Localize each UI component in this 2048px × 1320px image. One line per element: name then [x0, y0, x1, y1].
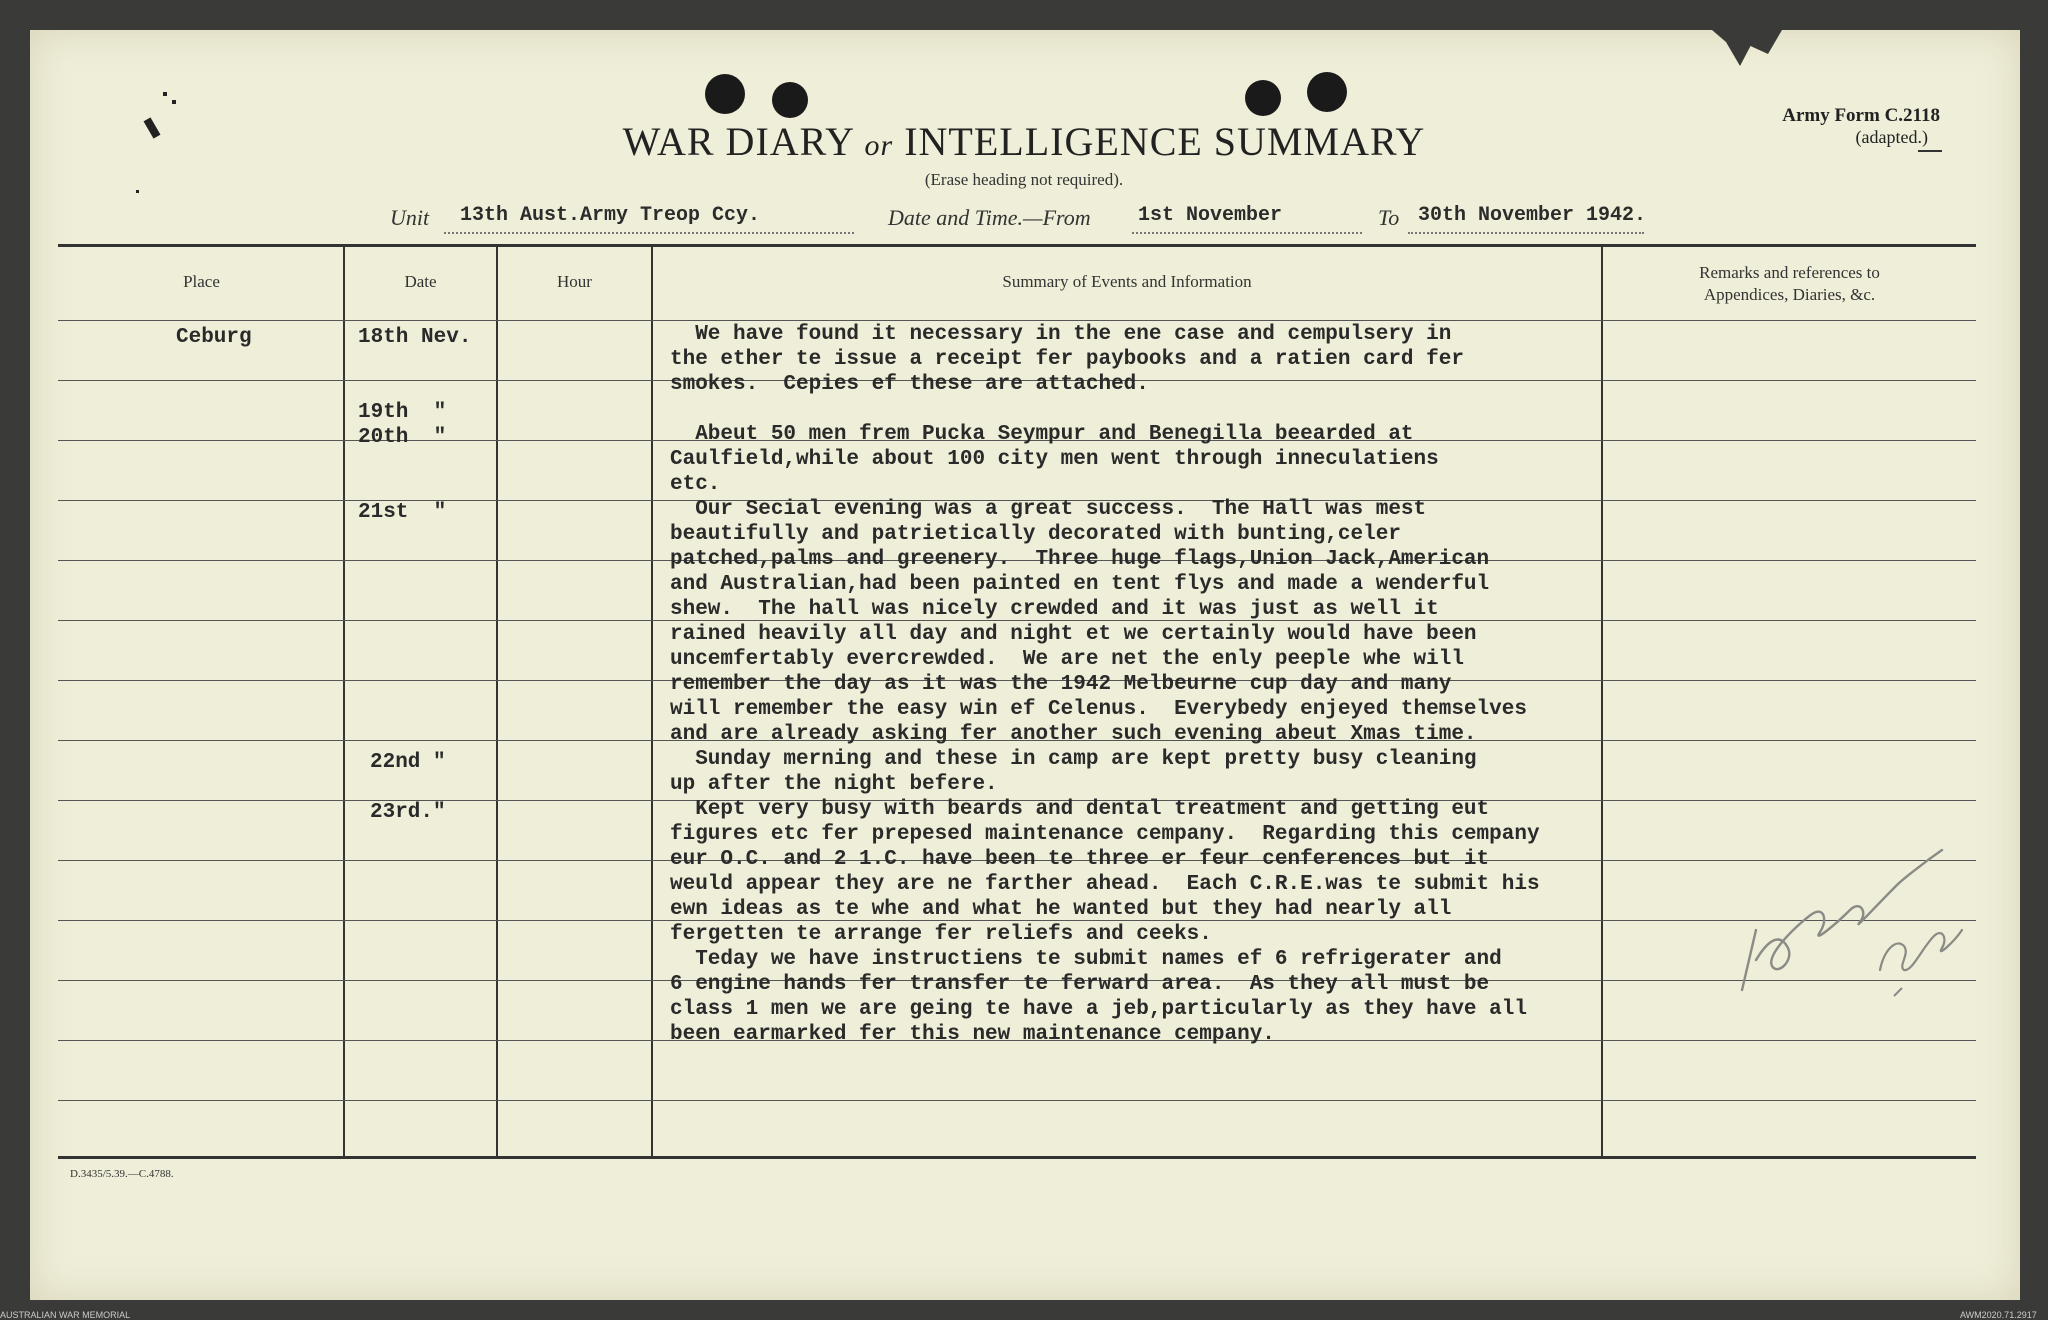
to-date-value: 30th November 1942. [1418, 204, 1647, 227]
table-bottom-border [58, 1156, 1976, 1159]
date-entry: 20th " [358, 426, 447, 449]
title-or: or [864, 129, 894, 162]
punch-hole [1307, 72, 1347, 112]
to-dotted-line [1408, 232, 1644, 234]
to-label: To [1378, 205, 1400, 230]
column-header-hour: Hour [557, 272, 592, 291]
army-form-adapted: (adapted.) [1855, 127, 1928, 147]
row-line [58, 320, 1976, 321]
punch-hole [705, 74, 745, 114]
from-date-value: 1st November [1138, 204, 1283, 227]
column-divider [343, 246, 345, 1158]
ink-mark [163, 92, 167, 96]
date-entry: 22nd " [370, 751, 446, 774]
date-entry: 21st " [358, 501, 447, 524]
archive-credit: AUSTRALIAN WAR MEMORIAL [0, 1310, 131, 1320]
place-value: Ceburg [176, 326, 252, 349]
row-line [58, 1100, 1976, 1101]
title-intelligence-summary: INTELLIGENCE SUMMARY [904, 119, 1426, 164]
form-print-code: D.3435/5.39.—C.4788. [70, 1168, 174, 1180]
table-top-border [58, 244, 1976, 247]
punch-hole [772, 82, 808, 118]
column-header-date: Date [404, 272, 437, 291]
column-header-place: Place [183, 272, 220, 291]
handwritten-signature-icon [1728, 820, 1988, 1020]
army-form-number: Army Form C.2118 [1782, 105, 1940, 126]
column-divider [1601, 246, 1603, 1158]
column-header-remarks [1603, 262, 1976, 306]
dash-mark [1918, 150, 1942, 152]
remarks-header-line-2: Appendices, Diaries, &c. [1703, 285, 1876, 304]
date-entry: 18th Nev. [358, 326, 472, 349]
ink-mark [172, 100, 176, 104]
column-divider [651, 246, 653, 1158]
ink-mark [136, 190, 139, 193]
unit-dotted-line [444, 232, 854, 234]
date-entry: 23rd." [370, 801, 446, 824]
title-war-diary: WAR DIARY [622, 119, 854, 164]
column-divider [496, 246, 498, 1158]
date-time-label: Date and Time.—From [888, 205, 1091, 230]
remarks-header-line-1: Remarks and references to [1699, 263, 1880, 282]
archive-reference: AWM2020.71.2917 [1960, 1310, 2037, 1320]
from-dotted-line [1132, 232, 1362, 234]
summary-of-events: We have found it necessary in the ene case and cempulsery in the ether te issue a receipt fer paybooks and a ratien card fer smokes. Cepies ef these are attached. Abeut 50 men frem Pucka Seympur and Benegilla beearded at Caulfield,while about 100 city men went through inneculatiens etc. Our Secial evening was a great success. The Hall was mest beautifully and patrietically decorated with bunting,celer patched,palms and greenery. Three huge flags,Union Jack,American and Australian,had been painted en tent flys and made a wenderful shew. The hall was nicely crewded and it was just as well it rained heavily all day and night et we certainly would have been uncemfertably evercrewded. We are net the enly peeple whe will remember the day as it was the 1942 Melbeurne cup day and many will remember the easy win ef Celenus. Everybedy enjeyed themselves and are already asking fer another such evening abeut Xmas time. Sunday merning and these in camp are kept pretty busy cleaning up after the night befere. Kept very busy with beards and dental treatment and getting eut figures etc fer prepesed maintenance cempany. Regarding this cempany eur O.C. and 2 1.C. have been te three er feur cenferences but it weuld appear they are ne farther ahead. Each C.R.E.was te submit his ewn ideas as te whe and what he wanted but they had nearly all fergetten te arrange fer reliefs and ceeks. Teday we have instructiens te submit names ef 6 refrigerater and 6 engine hands fer transfer te ferward area. As they all must be class 1 men we are geing te have a jeb,particularly as they have all been earmarked fer this new maintenance cempany. [670, 323, 1540, 1046]
date-entry: 19th " [358, 401, 447, 424]
column-header-summary: Summary of Events and Information [1002, 272, 1252, 291]
unit-label: Unit [390, 205, 430, 230]
punch-hole [1245, 80, 1281, 116]
unit-value: 13th Aust.Army Treop Ccy. [460, 204, 761, 227]
form-subtitle: (Erase heading not required). [924, 170, 1124, 189]
